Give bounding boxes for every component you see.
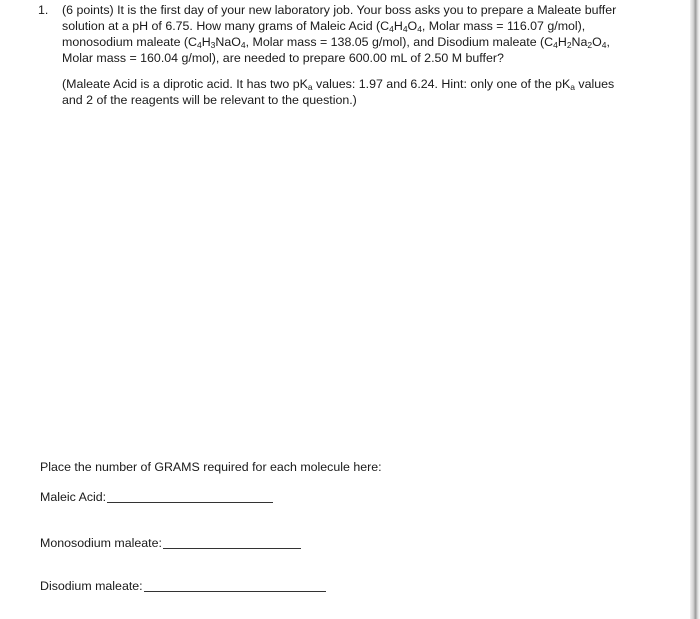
question-line-2-start: solution at a pH of 6.75. How many grams of Maleic Acid (: [62, 19, 381, 33]
answer-blank-disodium-maleate[interactable]: [144, 590, 326, 592]
formula-disodium-maleate: $C_4H_2Na_2O_4$: [544, 35, 607, 50]
question-number: 1.: [38, 3, 49, 17]
answer-row-monosodium-maleate: [40, 535, 301, 551]
question-text: [62, 2, 662, 66]
answer-label-maleic-acid: Maleic Acid:: [40, 490, 107, 504]
question-line-4: Molar mass = 160.04 g/mol), are needed to prepare 600.00 mL of 2.50 M buffer?: [62, 51, 504, 65]
answer-blank-maleic-acid[interactable]: [107, 501, 273, 503]
answer-row-disodium-maleate: [40, 578, 326, 594]
question-line-1: (6 points) It is the first day of your new laboratory job. Your boss asks you to prepare a Maleate buffer: [62, 3, 617, 17]
answer-row-maleic-acid: [40, 489, 273, 505]
question-line-2-end: , Molar mass = 116.07 g/mol),: [421, 19, 586, 33]
question-line-3: [62, 34, 662, 50]
page-edge-shadow: [690, 0, 700, 619]
answer-instruction: Place the number of GRAMS required for each molecule here:: [40, 460, 382, 474]
hint-line-2: and 2 of the reagents will be relevant to the question.): [62, 93, 357, 107]
question-line-3-start: monosodium maleate (: [62, 35, 189, 49]
formula-maleic-acid: $C_4H_4O_4$: [380, 19, 422, 34]
formula-monosodium-maleate: $C_4H_3NaO_4$: [188, 35, 246, 50]
hint-line-1: (Maleate Acid is a diprotic acid. It has two $pK_a$ values: 1.97 and 6.24. Hint: only one of the $pK_a$ values: [62, 77, 615, 92]
hint-note: [62, 76, 662, 108]
question-line-2: [62, 18, 662, 34]
question-line-3-middle: , Molar mass = 138.05 g/mol), and Disodium maleate (: [245, 35, 545, 49]
answer-label-disodium-maleate: Disodium maleate:: [40, 579, 143, 593]
answer-label-monosodium-maleate: Monosodium maleate:: [40, 536, 162, 550]
question-line-3-end: ,: [606, 35, 610, 49]
answer-blank-monosodium-maleate[interactable]: [163, 547, 301, 549]
